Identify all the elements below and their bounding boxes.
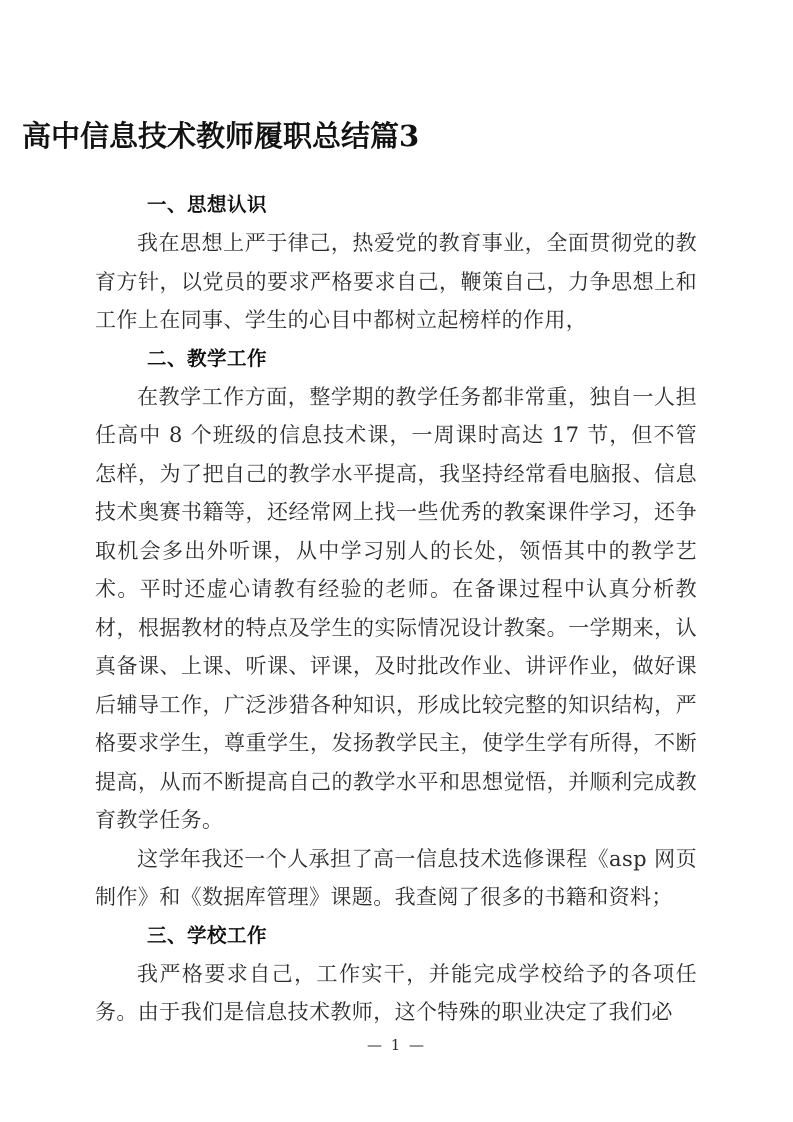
section-heading-1: 一、思想认识 xyxy=(147,193,268,216)
paragraph: 这学年我还一个人承担了高一信息技术选修课程《asp 网页制作》和《数据库管理》课题。我查阅了很多的书籍和资料； xyxy=(95,846,697,909)
section-heading-2: 二、教学工作 xyxy=(147,346,268,370)
paragraph: 我在思想上严于律己，热爱党的教育事业，全面贯彻党的教育方针，以党员的要求严格要求自己，鞭策自己，力争思想上和工作上在同事、学生的心目中都树立起榜样的作用， xyxy=(95,231,697,332)
section-heading-3: 三、学校工作 xyxy=(147,923,268,947)
paragraph: 在教学工作方面，整学期的教学任务都非常重，独自一人担任高中 8 个班级的信息技术课，一周课时高达 17 节，但不管怎样，为了把自己的教学水平提高，我坚持经常看电脑报、信息技术奥赛书籍等，还经常网上找一些优秀的教案课件学习，还争取机会多出外听课，从中学习别人的长处，领悟其中的教学艺术。平时还虚心请教有经验的老师。在备课过程中认真分析教材，根据教材的特点及学生的实际情况设计教案。一学期来，认真备课、上课、听课、评课，及时批改作业、讲评作业，做好课后辅导工作，广泛涉猎各种知识，形成比较完整的知识结构，严格要求学生，尊重学生，发扬教学民主，使学生学有所得，不断提高，从而不断提高自己的教学水平和思想觉悟，并顺利完成教育教学任务。 xyxy=(95,384,697,832)
page-title: 高中信息技术教师履职总结篇3 xyxy=(22,119,420,153)
paragraph: 我严格要求自己，工作实干，并能完成学校给予的各项任务。由于我们是信息技术教师，这个特殊的职业决定了我们必 xyxy=(95,961,697,1024)
page-number: — 1 — xyxy=(366,1036,427,1054)
body-block xyxy=(95,186,697,1032)
